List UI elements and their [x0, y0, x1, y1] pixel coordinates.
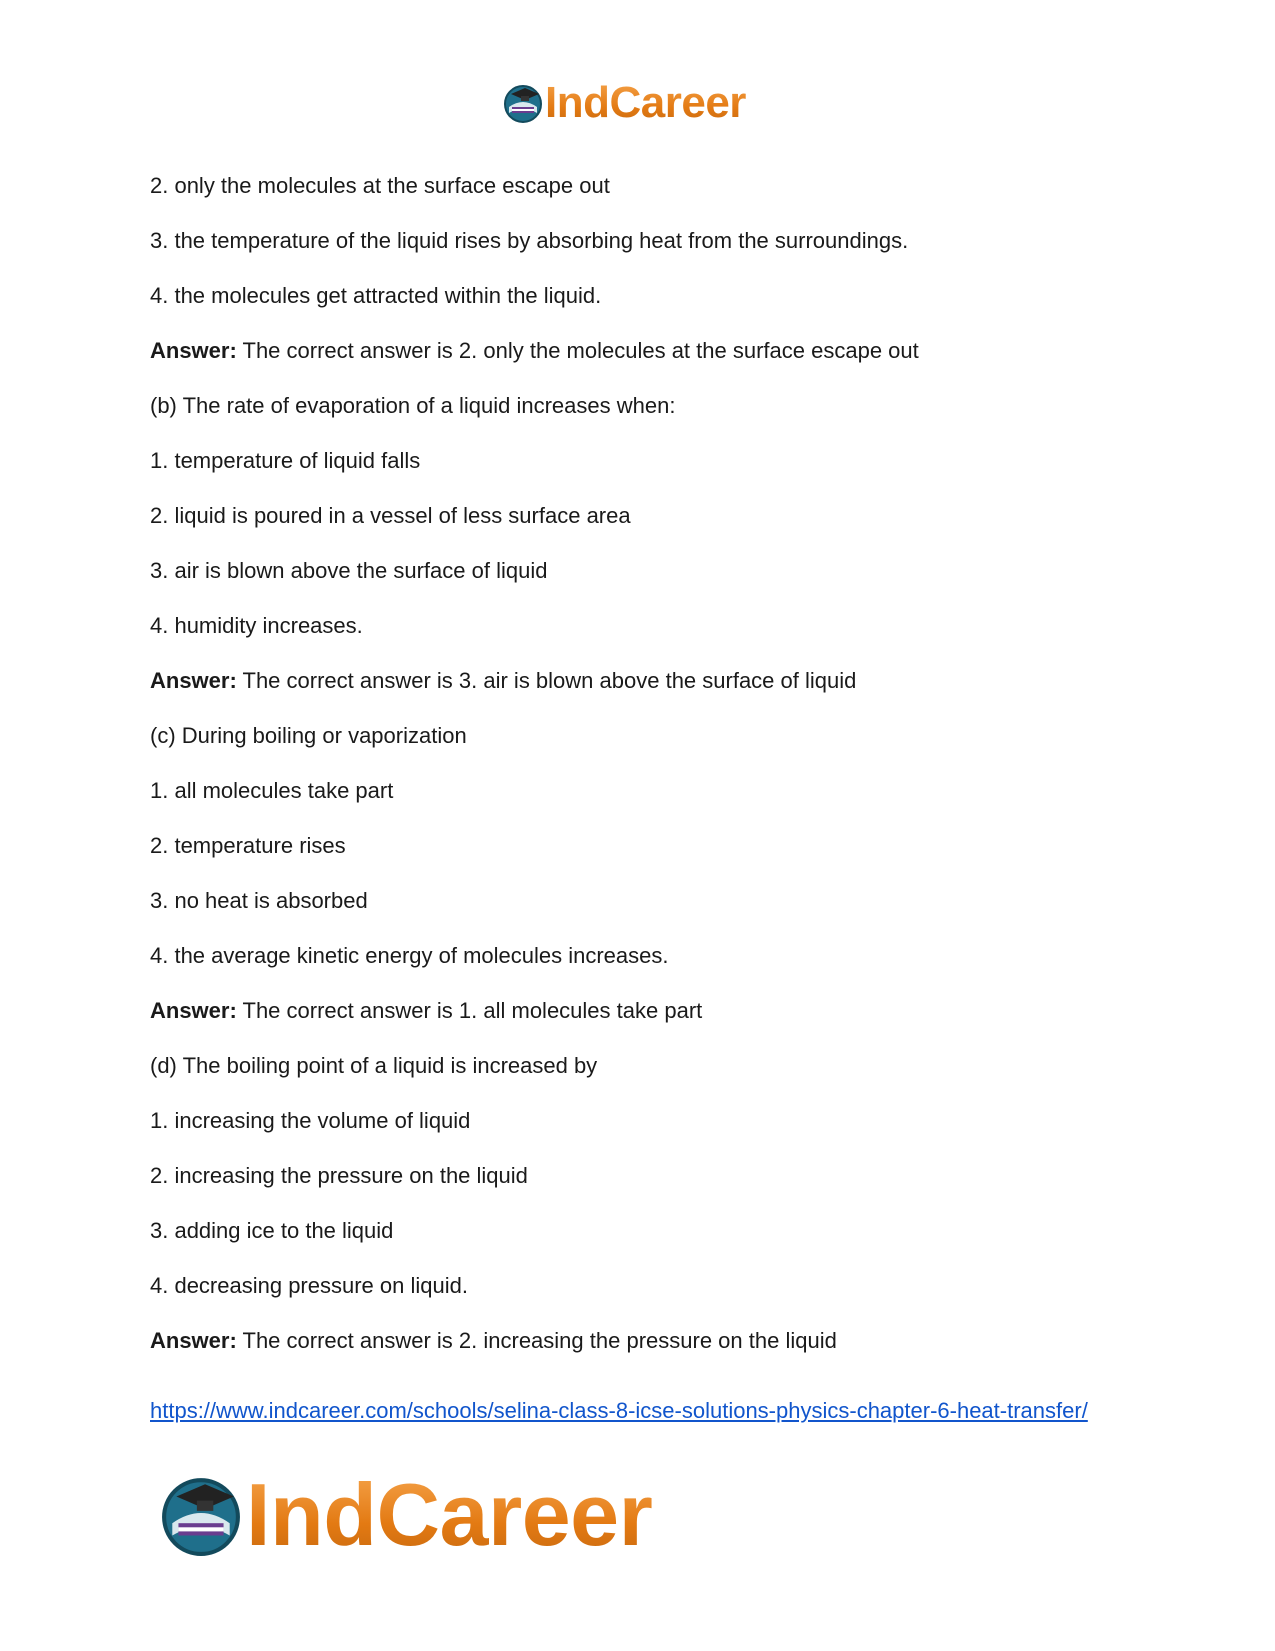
- text-line: 4. the average kinetic energy of molecules increases.: [150, 943, 669, 968]
- answer-label: Answer:: [150, 1328, 237, 1353]
- document-body: [150, 172, 1140, 1382]
- question-line: (c) During boiling or vaporization: [150, 723, 467, 748]
- text-line: 1. temperature of liquid falls: [150, 448, 421, 473]
- answer-line: Answer: The correct answer is 2. increasing the pressure on the liquid: [150, 1328, 837, 1353]
- text-line: 1. all molecules take part: [150, 778, 394, 803]
- answer-line: Answer: The correct answer is 2. only the molecules at the surface escape out: [150, 338, 919, 363]
- header-logo: [503, 80, 746, 126]
- text-line: 3. the temperature of the liquid rises by absorbing heat from the surroundings.: [150, 228, 909, 253]
- answer-label: Answer:: [150, 998, 237, 1023]
- text-line: 4. humidity increases.: [150, 613, 363, 638]
- source-link[interactable]: https://www.indcareer.com/schools/selina-class-8-icse-solutions-physics-chapter-6-heat-transfer/: [150, 1398, 1088, 1423]
- brand-name: IndCareer: [545, 78, 746, 127]
- globe-graduate-icon: [160, 1474, 242, 1556]
- answer-label: Answer:: [150, 338, 237, 363]
- question-line: (b) The rate of evaporation of a liquid increases when:: [150, 393, 676, 418]
- text-line: 3. adding ice to the liquid: [150, 1218, 394, 1243]
- text-line: 4. the molecules get attracted within the liquid.: [150, 283, 602, 308]
- text-line: 4. decreasing pressure on liquid.: [150, 1273, 468, 1298]
- question-line: (d) The boiling point of a liquid is increased by: [150, 1053, 598, 1078]
- text-line: 2. only the molecules at the surface escape out: [150, 173, 610, 198]
- text-line: 1. increasing the volume of liquid: [150, 1108, 471, 1133]
- globe-graduate-icon: [503, 83, 543, 123]
- text-line: 2. liquid is poured in a vessel of less surface area: [150, 503, 631, 528]
- answer-line: Answer: The correct answer is 3. air is blown above the surface of liquid: [150, 668, 857, 693]
- footer-logo: [160, 1465, 653, 1564]
- text-line: 3. no heat is absorbed: [150, 888, 368, 913]
- answer-line: Answer: The correct answer is 1. all molecules take part: [150, 998, 703, 1023]
- text-line: 2. increasing the pressure on the liquid: [150, 1163, 528, 1188]
- text-line: 3. air is blown above the surface of liquid: [150, 558, 548, 583]
- answer-label: Answer:: [150, 668, 237, 693]
- text-line: 2. temperature rises: [150, 833, 346, 858]
- brand-name: IndCareer: [246, 1465, 653, 1564]
